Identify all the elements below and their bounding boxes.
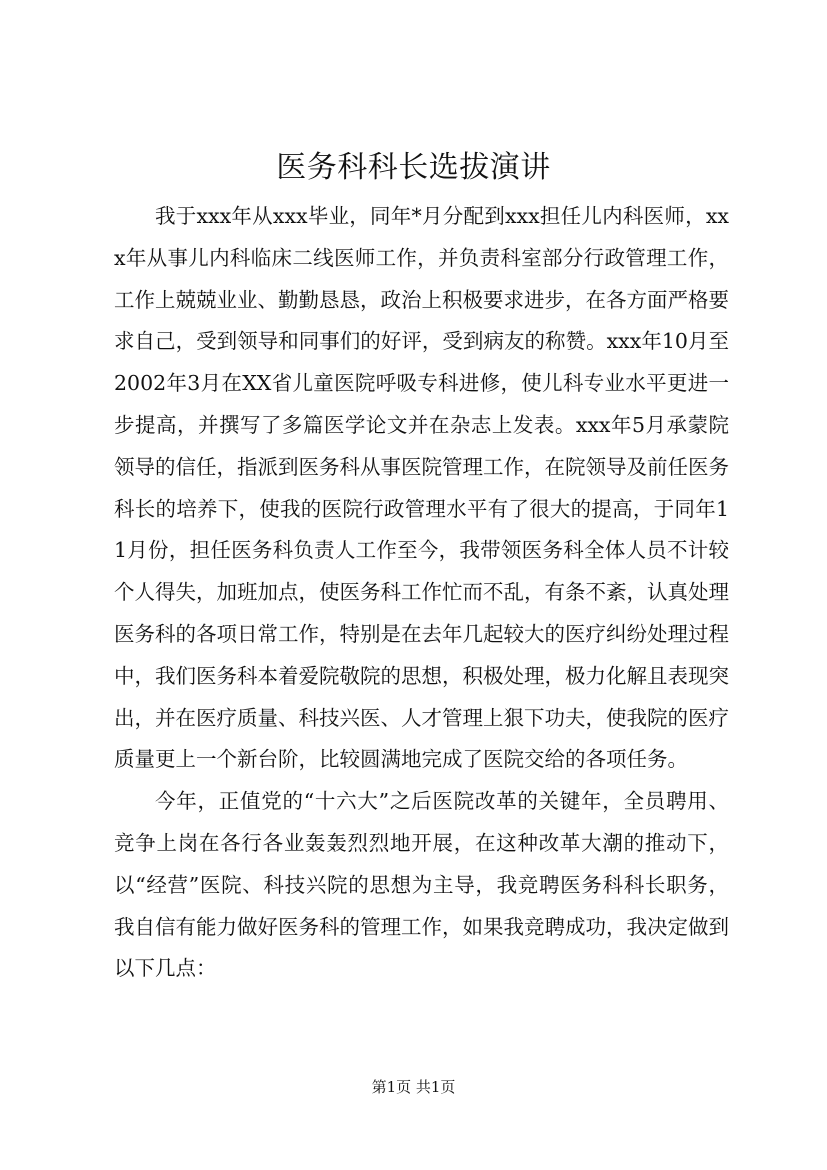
paragraph: 我于xxx年从xxx毕业，同年*月分配到xxx担任儿内科医师，xxx年从事儿内科临床二线医师工作，并负责科室部分行政管理工作，工作上兢兢业业、勤勤恳恳，政治上积极要求进步，在各方面严格要求自己，受到领导和同事们的好评，受到病友的称赞。xxx年10月至2002年3月在XX省儿童医院呼吸专科进修，使儿科专业水平更进一步提高，并撰写了多篇医学论文并在杂志上发表。xxx年5月承蒙院领导的信任，指派到医务科从事医院管理工作，在院领导及前任医务科长的培养下，使我的医院行政管理水平有了很大的提高，于同年11月份，担任医务科负责人工作至今，我带领医务科全体人员不计较个人得失，加班加点，使医务科工作忙而不乱，有条不紊，认真处理医务科的各项日常工作，特别是在去年几起较大的医疗纠纷处理过程中，我们医务科本着爱院敬院的思想，积极处理，极力化解且表现突出，并在医疗质量、科技兴医、人才管理上狠下功夫，使我院的医疗质量更上一个新台阶，比较圆满地完成了医院交给的各项任务。 [114,204,729,772]
paragraph: 今年，正值党的“十六大”之后医院改革的关键年，全员聘用、竞争上岗在各行各业轰轰烈烈地开展，在这种改革大潮的推动下，以“经营”医院、科技兴院的思想为主导，我竞聘医务科科长职务，我自信有能力做好医务科的管理工作，如果我竞聘成功，我决定做到以下几点： [114,789,729,981]
page-number: 第1页 共1页 [371,1078,456,1096]
document-body [114,196,729,990]
document-title: 医务科科长选拔演讲 [276,150,551,185]
page-footer [0,1076,827,1098]
